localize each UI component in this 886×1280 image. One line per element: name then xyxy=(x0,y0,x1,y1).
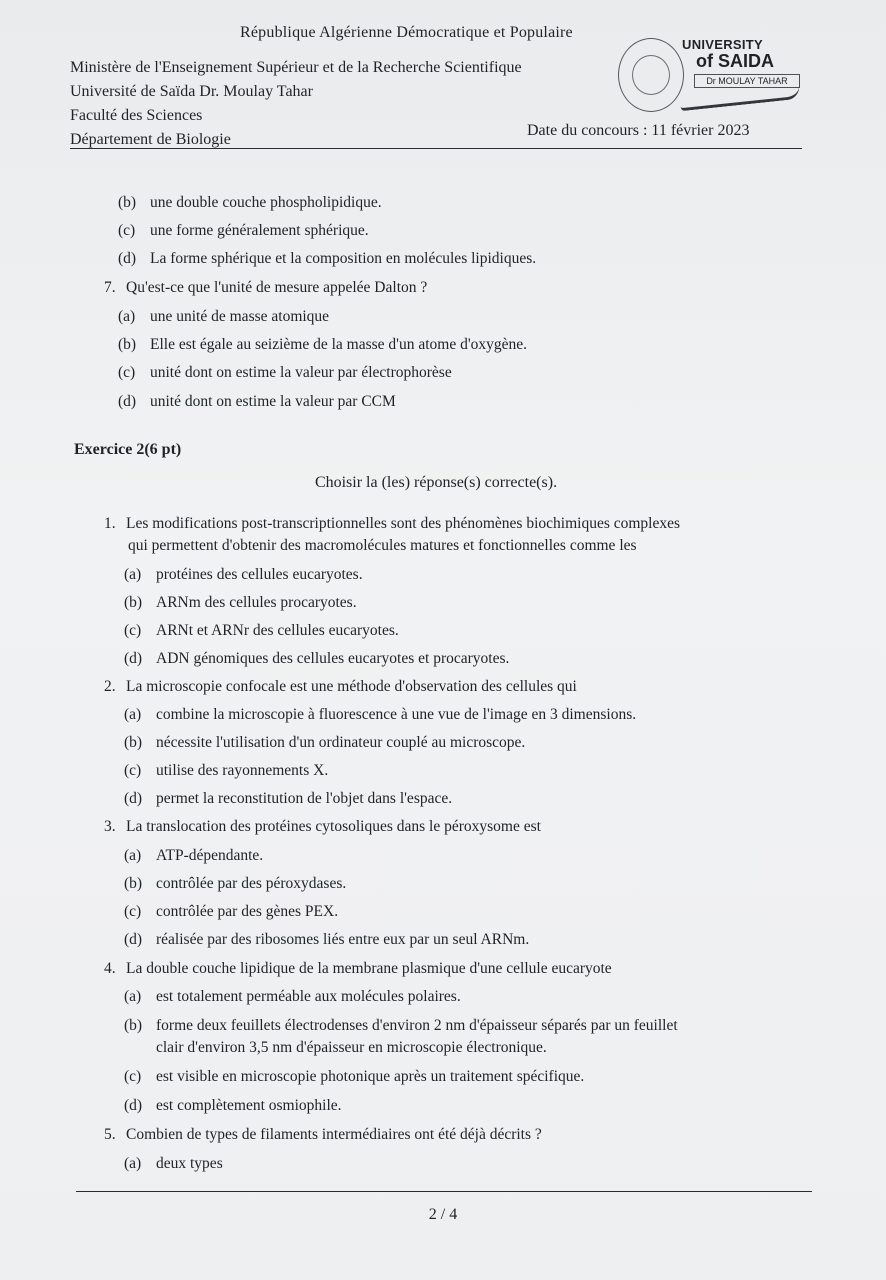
ministry-name: Ministère de l'Enseignement Supérieur et de la Recherche Scientifique xyxy=(70,59,522,76)
option-line: (c) une forme généralement sphérique. xyxy=(118,222,369,239)
option-line: (a) deux types xyxy=(124,1155,223,1172)
page-number: 2 / 4 xyxy=(428,1206,458,1223)
option-line: (d) La forme sphérique et la composition en molécules lipidiques. xyxy=(118,250,537,267)
swoosh-icon xyxy=(680,86,801,111)
option-line: (b) nécessite l'utilisation d'un ordinateur couplé au microscope. xyxy=(124,734,526,751)
option-line: (d) réalisée par des ribosomes liés entre eux par un seul ARNm. xyxy=(124,931,530,948)
option-line: (b) ARNm des cellules procaryotes. xyxy=(124,594,357,611)
logo-text-of-saida: of SAIDA xyxy=(696,51,774,71)
option-line: (a) une unité de masse atomique xyxy=(118,308,330,325)
university-name: Université de Saïda Dr. Moulay Tahar xyxy=(70,83,313,100)
seal-icon xyxy=(618,38,684,112)
option-line: (c) ARNt et ARNr des cellules eucaryotes. xyxy=(124,622,399,639)
question-1: 1. Les modifications post-transcriptionnelles sont des phénomènes biochimiques complexes xyxy=(104,515,681,532)
option-line: (c) est visible en microscopie photonique après un traitement spécifique. xyxy=(124,1068,585,1085)
option-line: (d) permet la reconstitution de l'objet dans l'espace. xyxy=(124,790,453,807)
university-logo xyxy=(616,34,802,116)
logo-text-university: UNIVERSITY xyxy=(682,37,764,52)
faculty-name: Faculté des Sciences xyxy=(70,107,203,124)
option-line: (b) contrôlée par des péroxydases. xyxy=(124,875,347,892)
question-7: 7. Qu'est-ce que l'unité de mesure appelée Dalton ? xyxy=(104,279,428,296)
option-line: (d) est complètement osmiophile. xyxy=(124,1097,342,1114)
exam-date: Date du concours : 11 février 2023 xyxy=(527,122,750,139)
footer-divider xyxy=(76,1191,812,1192)
option-line: (a) combine la microscopie à fluorescence à une vue de l'image en 3 dimensions. xyxy=(124,706,637,723)
option-line: (b) Elle est égale au seizième de la masse d'un atome d'oxygène. xyxy=(118,336,528,353)
logo-text-moulay-tahar: Dr MOULAY TAHAR xyxy=(694,74,800,88)
option-line: (c) utilise des rayonnements X. xyxy=(124,762,329,779)
option-line-continued: clair d'environ 3,5 nm d'épaisseur en microscopie électronique. xyxy=(156,1039,547,1056)
option-line: (c) unité dont on estime la valeur par électrophorèse xyxy=(118,364,452,381)
question-4: 4. La double couche lipidique de la membrane plasmique d'une cellule eucaryote xyxy=(104,960,612,977)
question-3: 3. La translocation des protéines cytosoliques dans le péroxysome est xyxy=(104,818,541,835)
exercise-2-title: Exercice 2(6 pt) xyxy=(74,441,182,458)
option-line: (b) une double couche phospholipidique. xyxy=(118,194,382,211)
option-line: (a) protéines des cellules eucaryotes. xyxy=(124,566,363,583)
institution-block xyxy=(70,56,522,152)
option-line: (c) contrôlée par des gènes PEX. xyxy=(124,903,339,920)
question-5: 5. Combien de types de filaments intermédiaires ont été déjà décrits ? xyxy=(104,1126,542,1143)
option-line: (a) est totalement perméable aux molécules polaires. xyxy=(124,988,461,1005)
option-line: (d) unité dont on estime la valeur par CCM xyxy=(118,393,396,410)
option-line: (a) ATP-dépendante. xyxy=(124,847,264,864)
option-line: (d) ADN génomiques des cellules eucaryotes et procaryotes. xyxy=(124,650,510,667)
question-2: 2. La microscopie confocale est une méthode d'observation des cellules qui xyxy=(104,678,577,695)
option-line: (b) forme deux feuillets électrodenses d'environ 2 nm d'épaisseur séparés par un feuillet xyxy=(124,1017,678,1034)
republic-heading: République Algérienne Démocratique et Populaire xyxy=(240,24,573,41)
header-divider xyxy=(70,148,802,149)
exercise-instruction: Choisir la (les) réponse(s) correcte(s). xyxy=(314,474,558,491)
department-name: Département de Biologie xyxy=(70,131,231,148)
question-1-continued: qui permettent d'obtenir des macromolécules matures et fonctionnelles comme les xyxy=(128,537,637,554)
